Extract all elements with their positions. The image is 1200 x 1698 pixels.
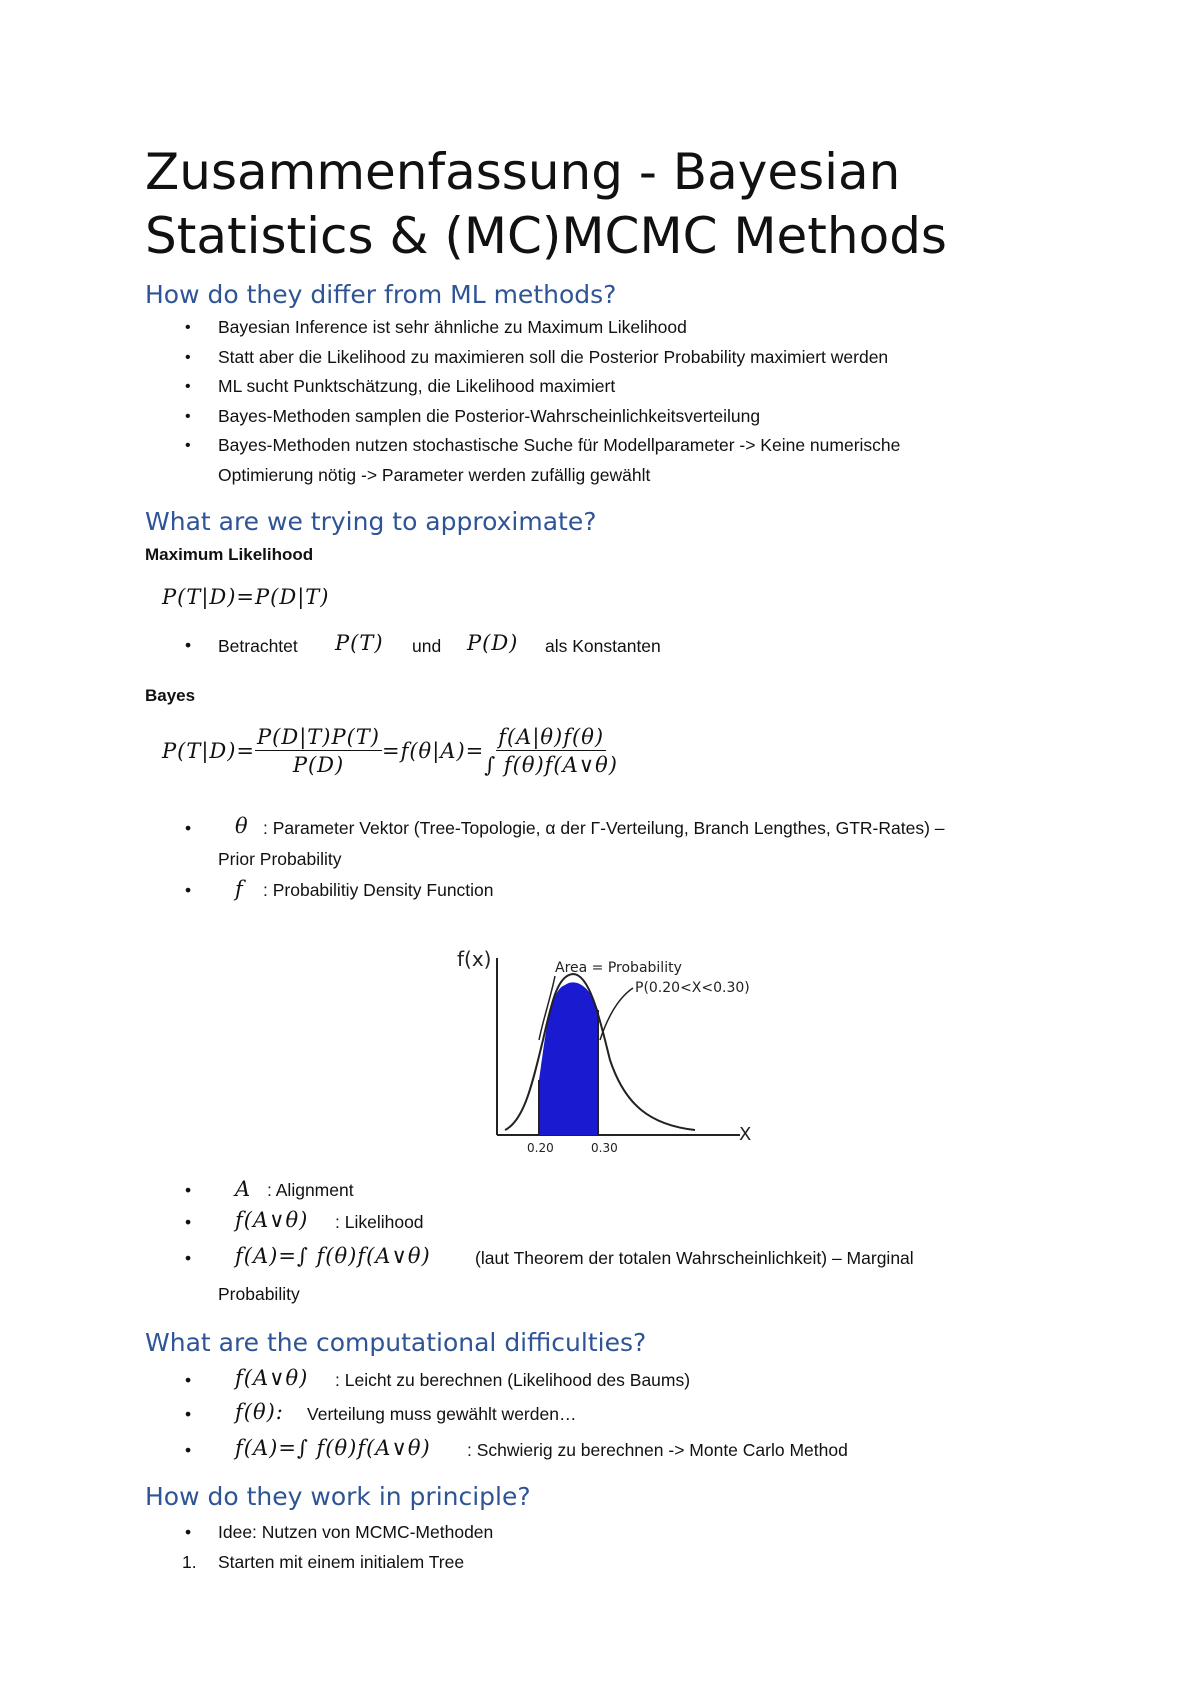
math-p-t: P(T) <box>335 631 384 655</box>
list-item <box>145 402 1105 432</box>
bullet-list <box>145 313 1105 490</box>
math-p-d: P(D) <box>467 631 519 655</box>
heading-computational-difficulties: What are the computational difficulties? <box>145 1328 647 1357</box>
fraction-1-numerator: P(D|T)P(T) <box>257 725 380 749</box>
heading-approximate: What are we trying to approximate? <box>145 507 597 536</box>
formula-ml: P(T|D)=P(D|T) <box>162 585 330 609</box>
list-item-text: ML sucht Punktschätzung, die Likelihood maximiert <box>218 376 616 396</box>
label-maximum-likelihood: Maximum Likelihood <box>145 545 314 564</box>
list-item-text: Bayes-Methoden nutzen stochastische Suche für Modellparameter -> Keine numerische <box>218 435 901 455</box>
list-item-text: Bayesian Inference ist sehr ähnliche zu Maximum Likelihood <box>218 317 687 337</box>
bullet-icon: • <box>185 880 192 900</box>
annotation-area: Area = Probability <box>555 960 682 976</box>
tick-label-left: 0.20 <box>527 1141 554 1154</box>
marginal-text: (laut Theorem der totalen Wahrscheinlichkeit) – Marginal <box>475 1248 914 1268</box>
bullet-icon: • <box>185 1212 192 1232</box>
bullet-icon: • <box>185 348 191 366</box>
heading-ml-differences: How do they differ from ML methods? <box>145 280 617 309</box>
fraction-1 <box>255 725 382 777</box>
document-title <box>145 140 1065 268</box>
label-bayes: Bayes <box>145 686 196 705</box>
difficulty-text-3: : Schwierig zu berechnen -> Monte Carlo Method <box>467 1440 848 1460</box>
bullet-icon: • <box>185 635 192 655</box>
likelihood-text: : Likelihood <box>335 1212 424 1232</box>
document-body <box>145 140 1065 268</box>
bullet-icon: • <box>185 378 191 395</box>
title-line-2: Statistics & (MC)MCMC Methods <box>145 207 947 265</box>
bullet-icon: • <box>185 1404 192 1424</box>
section-ml-differences <box>145 313 1105 490</box>
marginal-text-continued: Probability <box>218 1284 300 1304</box>
bullet-icon: • <box>185 407 191 425</box>
ml-bullet-text-end: als Konstanten <box>545 636 661 656</box>
fraction-2 <box>484 725 618 777</box>
bullet-icon: • <box>185 1370 192 1390</box>
math-marginal: f(A)=∫ f(θ)f(A∨θ) <box>235 1436 431 1460</box>
bullet-icon: • <box>185 1440 192 1460</box>
math-f: f <box>235 877 244 901</box>
bullet-icon: • <box>185 1248 192 1268</box>
formula-bayes <box>162 725 618 777</box>
bullet-icon: • <box>185 818 192 838</box>
bullet-icon: • <box>185 1180 192 1200</box>
a-text: : Alignment <box>267 1180 354 1200</box>
math-a: A <box>235 1177 252 1201</box>
tick-label-right: 0.30 <box>591 1141 618 1154</box>
list-number: 1. <box>182 1552 197 1572</box>
list-item <box>145 343 1105 373</box>
list-item-text: Statt aber die Likelihood zu maximieren soll die Posterior Probability maximiert werden <box>218 346 889 367</box>
fraction-2-denominator: ∫ f(θ)f(A∨θ) <box>484 753 618 777</box>
bullet-icon: • <box>185 437 191 454</box>
bayes-mid: =f(θ|A)= <box>382 739 485 763</box>
list-item-text: Bayes-Methoden samplen die Posterior-Wahrscheinlichkeitsverteilung <box>218 405 761 426</box>
math-marginal: f(A)=∫ f(θ)f(A∨θ) <box>235 1244 431 1268</box>
f-text: : Probabilitiy Density Function <box>263 880 494 900</box>
bullet-icon: • <box>185 319 191 336</box>
bullet-icon: • <box>185 1522 192 1542</box>
difficulty-text-2: Verteilung muss gewählt werden… <box>307 1404 577 1424</box>
math-theta: θ <box>235 814 249 838</box>
fraction-2-numerator: f(A|θ)f(θ) <box>498 725 605 749</box>
bayes-lhs: P(T|D)= <box>162 739 256 763</box>
title-line-1: Zusammenfassung - Bayesian <box>145 143 901 201</box>
annotation-p: P(0.20<X<0.30) <box>635 980 750 996</box>
ml-bullet-und: und <box>412 636 442 656</box>
list-item <box>145 313 1105 343</box>
math-likelihood: f(A∨θ) <box>235 1208 309 1232</box>
list-item <box>145 431 1105 490</box>
fraction-1-denominator: P(D) <box>292 753 345 777</box>
math-likelihood: f(A∨θ) <box>235 1366 309 1390</box>
list-item <box>145 372 1105 402</box>
probability-density-figure <box>455 930 755 1154</box>
numbered-item-text: Starten mit einem initialem Tree <box>218 1552 465 1572</box>
difficulty-text-1: : Leicht zu berechnen (Likelihood des Baums) <box>335 1370 691 1390</box>
list-item-text-continued: Optimierung nötig -> Parameter werden zufällig gewählt <box>218 464 651 485</box>
principle-text: Idee: Nutzen von MCMC-Methoden <box>218 1522 494 1542</box>
math-prior: f(θ): <box>235 1400 284 1424</box>
figure-y-label: f(x) <box>457 947 492 971</box>
heading-how-they-work: How do they work in principle? <box>145 1482 531 1511</box>
figure-x-label: X <box>739 1124 752 1145</box>
theta-text-continued: Prior Probability <box>218 849 342 869</box>
theta-text: : Parameter Vektor (Tree-Topologie, α der Γ-Verteilung, Branch Lengthes, GTR-Rates) – <box>263 818 945 838</box>
ml-bullet-text: Betrachtet <box>218 636 298 656</box>
